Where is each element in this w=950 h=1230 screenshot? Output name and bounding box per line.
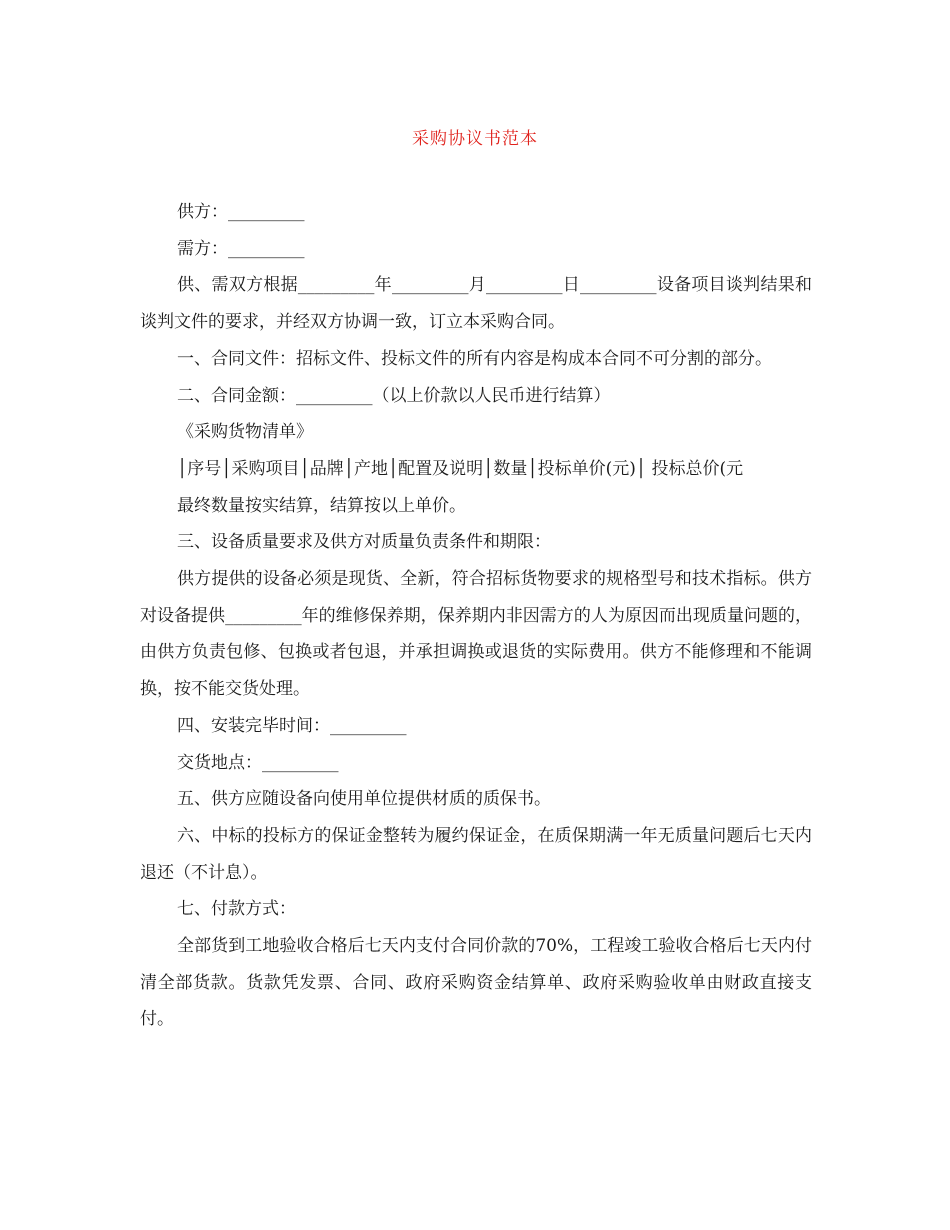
supplier-line: 供方：_________ [177, 202, 305, 222]
document-body [140, 194, 812, 1038]
clause-3-body: 供方提供的设备必须是现货、全新，符合招标货物要求的规格型号和技术指标。供方对设备提供_________年的维修保养期，保养期内非因需方的人为原因而出现质量问题的，由供方负责包修、包换或者包退，并承担调换或退货的实际费用。供方不能修理和不能调换，按不能交货处理。 [140, 569, 812, 700]
buyer-line: 需方：_________ [177, 238, 305, 259]
clause-7: 七、付款方式： [177, 899, 296, 920]
clause-4: 四、安装完毕时间：_________ [177, 715, 407, 736]
intro-paragraph: 供、需双方根据_________年_________月_________日_________设备项目谈判结果和谈判文件的要求，并经双方协调一致，订立本采购合同。 [140, 275, 812, 333]
goods-list-heading: 《采购货物清单》 [177, 422, 313, 443]
delivery-location: 交货地点：_________ [177, 752, 339, 773]
clause-5: 五、供方应随设备向使用单位提供材质的质保书。 [177, 789, 551, 810]
clause-3: 三、设备质量要求及供方对质量负责条件和期限： [177, 532, 551, 553]
settlement-note: 最终数量按实结算，结算按以上单价。 [177, 495, 466, 516]
clause-6: 六、中标的投标方的保证金整转为履约保证金，在质保期满一年无质量问题后七天内退还（不计息）。 [140, 825, 812, 883]
clause-7-body: 全部货到工地验收合格后七天内支付合同价款的70%，工程竣工验收合格后七天内付清全部货款。货款凭发票、合同、政府采购资金结算单、政府采购验收单由财政直接支付。 [140, 936, 812, 1030]
goods-list-header-row: │序号│采购项目│品牌│产地│配置及说明│数量│投标单价(元)│ 投标总价(元 [177, 458, 744, 479]
clause-1: 一、合同文件：招标文件、投标文件的所有内容是构成本合同不可分割的部分。 [177, 348, 772, 369]
document-title: 采购协议书范本 [412, 129, 538, 149]
clause-2: 二、合同金额：_________（以上价款以人民币进行结算） [177, 385, 611, 406]
